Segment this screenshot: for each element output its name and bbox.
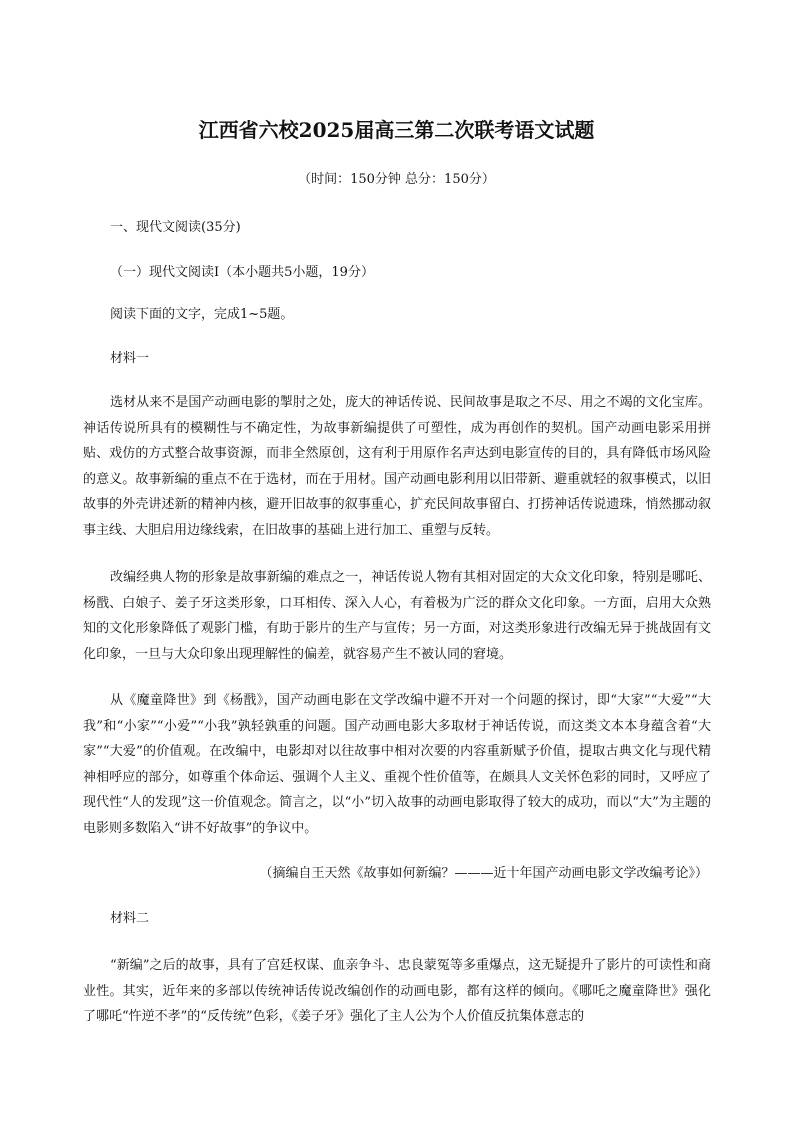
material-one-label: 材料一	[110, 351, 150, 366]
section-heading: 一、现代文阅读(35分)	[110, 220, 241, 235]
material-one-paragraph: 选材从来不是国产动画电影的掣肘之处，庞大的神话传说、民间故事是取之不尽、用之不竭的文化宝库。神话传说所具有的模糊性与不确定性，为故事新编提供了可塑性，成为再创作的契机。国产动画电影采用拼贴、戏仿的方式整合故事资源，而非全然原创，这有利于用原作名声达到电影宣传的目的，具有降低市场风险的意义。故事新编的重点不在于选材，而在于用材。国产动画电影利用以旧带新、避重就轻的叙事模式，以旧故事的外壳讲述新的精神内核，避开旧故事的叙事重心，扩充民间故事留白、打捞神话传说遗珠，悄然挪动叙事主线、大胆启用边缘线索，在旧故事的基础上进行加工、重塑与反转。	[83, 395, 711, 538]
material-two-label: 材料二	[110, 911, 150, 926]
material-one-source: （摘编自王天然《故事如何新编？———近十年国产动画电影文学改编考论》）	[259, 866, 708, 881]
material-two-paragraph: “新编”之后的故事，具有了宫廷权谋、血亲争斗、忠良蒙冤等多重爆点，这无疑提升了影片的可读性和商业性。其实，近年来的多部以传统神话传说改编创作的动画电影，都有这样的倾向。《哪吒之魔童降世》强化了哪吒“忤逆不孝”的“反传统”色彩，《姜子牙》强化了主人公为个人价值反抗集体意志的	[83, 958, 711, 1024]
material-one-paragraph: 改编经典人物的形象是故事新编的难点之一，神话传说人物有其相对固定的大众文化印象，特别是哪吒、杨戬、白娘子、姜子牙这类形象，口耳相传、深入人心，有着极为广泛的群众文化印象。一方面，启用大众熟知的文化形象降低了观影门槛，有助于影片的生产与宣传；另一方面，对这类形象进行改编无异于挑战固有文化印象，一旦与大众印象出现理解性的偏差，就容易产生不被认同的窘境。	[83, 570, 711, 662]
document-title: 江西省六校2025届高三第二次联考语文试题	[198, 118, 595, 142]
material-one-paragraph: 从《魔童降世》到《杨戬》，国产动画电影在文学改编中避不开对一个问题的探讨，即“大家”“大爱”“大我”和“小家”“小爱”“小我”孰轻孰重的问题。国产动画电影大多取材于神话传说，而这类文本本身蕴含着“大家”“大爱”的价值观。在改编中，电影却对以往故事中相对次要的内容重新赋予价值，提取古典文化与现代精神相呼应的部分，如尊重个体命运、强调个人主义、重视个性价值等，在颇具人文关怀色彩的同时，又呼应了现代性“人的发现”这一价值观念。简言之，以“小”切入故事的动画电影取得了较大的成功，而以“大”为主题的电影则多数陷入“讲不好故事”的争议中。	[83, 693, 711, 836]
reading-instruction: 阅读下面的文字，完成1~5题。	[110, 307, 294, 322]
exam-time-info: （时间：150分钟 总分：150分）	[298, 172, 495, 187]
subsection-heading: （一）现代文阅读Ⅰ（本小题共5小题，19分）	[110, 265, 374, 280]
